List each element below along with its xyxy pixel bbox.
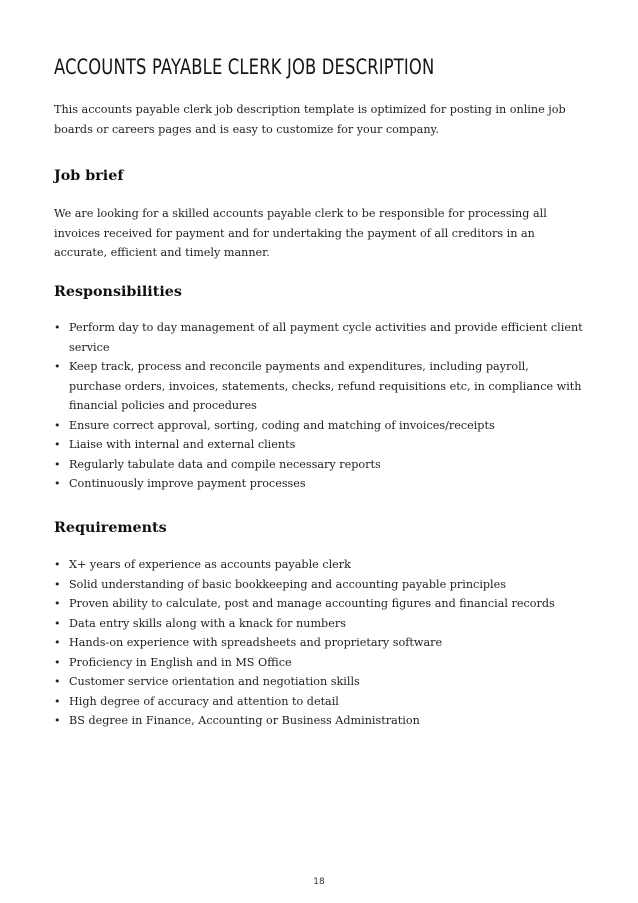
responsibilities-list: [54, 318, 584, 494]
list-item-text: Customer service orientation and negotiation skills: [69, 675, 360, 688]
bullet-icon: •: [54, 438, 61, 451]
intro-paragraph: This accounts payable clerk job description template is optimized for posting in online job boards or careers pages and is easy to customize for your company.: [54, 103, 566, 136]
list-item: [54, 555, 584, 575]
bullet-icon: •: [54, 321, 61, 334]
list-item-text: Solid understanding of basic bookkeeping and accounting payable principles: [69, 577, 507, 591]
bullet-icon: •: [54, 418, 61, 432]
list-item-text: Liaise with internal and external clients: [69, 438, 296, 451]
list-item: [54, 575, 584, 595]
page-title: ACCOUNTS PAYABLE CLERK JOB DESCRIPTION: [54, 55, 435, 79]
list-item: [54, 318, 584, 357]
page-number: 18: [313, 877, 325, 887]
list-item-text: High degree of accuracy and attention to detail: [69, 694, 339, 708]
bullet-icon: •: [54, 655, 61, 669]
list-item: [54, 614, 584, 634]
job-brief-heading: Job brief: [54, 168, 124, 184]
list-item: [54, 474, 584, 494]
responsibilities-heading: Responsibilities: [54, 284, 182, 300]
list-item: [54, 357, 584, 416]
list-item: [54, 594, 584, 614]
bullet-icon: •: [54, 577, 61, 591]
list-item-text: Keep track, process and reconcile payments and expenditures, including payroll, purchase orders, invoices, statements, checks, refund requisitions etc, in compliance with financial policies and procedures: [69, 360, 582, 412]
bullet-icon: •: [54, 360, 61, 373]
bullet-icon: •: [54, 694, 61, 708]
bullet-icon: •: [54, 616, 61, 630]
list-item-text: Continuously improve payment processes: [69, 477, 306, 490]
list-item-text: BS degree in Finance, Accounting or Business Administration: [69, 714, 420, 727]
list-item: [54, 653, 584, 673]
bullet-icon: •: [54, 558, 61, 571]
list-item: [54, 692, 584, 712]
bullet-icon: •: [54, 477, 61, 490]
list-item-text: Proficiency in English and in MS Office: [69, 655, 292, 669]
list-item-text: X+ years of experience as accounts payable clerk: [69, 558, 351, 571]
list-item-text: Perform day to day management of all payment cycle activities and provide efficient client service: [69, 321, 583, 354]
bullet-icon: •: [54, 636, 61, 649]
list-item-text: Proven ability to calculate, post and manage accounting figures and financial records: [69, 597, 555, 610]
requirements-list: [54, 555, 584, 731]
bullet-icon: •: [54, 675, 61, 688]
bullet-icon: •: [54, 597, 61, 610]
list-item-text: Regularly tabulate data and compile necessary reports: [69, 457, 381, 471]
list-item-text: Ensure correct approval, sorting, coding and matching of invoices/receipts: [69, 418, 495, 432]
bullet-icon: •: [54, 714, 61, 727]
list-item-text: Hands-on experience with spreadsheets and proprietary software: [69, 636, 443, 649]
list-item: [54, 435, 584, 455]
bullet-icon: •: [54, 457, 61, 471]
job-brief-text: We are looking for a skilled accounts payable clerk to be responsible for processing all invoices received for payment and for undertaking the payment of all creditors in an accurate, efficient and timely manner.: [54, 207, 547, 259]
list-item: [54, 416, 584, 436]
list-item: [54, 672, 584, 692]
list-item: [54, 455, 584, 475]
list-item-text: Data entry skills along with a knack for numbers: [69, 616, 346, 630]
requirements-heading: Requirements: [54, 520, 167, 536]
list-item: [54, 633, 584, 653]
list-item: [54, 711, 584, 731]
